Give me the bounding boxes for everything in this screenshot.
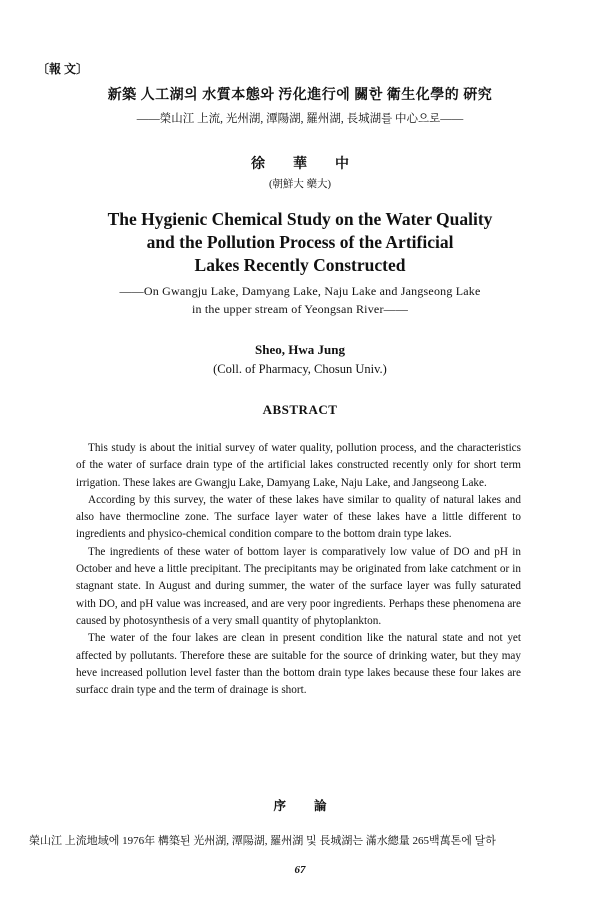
english-title-line: and the Pollution Process of the Artificial (146, 232, 454, 252)
page-number: 67 (294, 864, 306, 876)
english-subtitle-line: in the upper stream of Yeongsan River—— (191, 302, 409, 316)
abstract-paragraph: The water of the four lakes are clean in present condition like the natural state and not yet affected by pollutants. Therefore these are suitable for the source of drinking water, but they may heve increased pollution level faster than the bottom drain type lakes because these four lakes are surfacc drain type and the term of drainage is short. (76, 632, 521, 697)
korean-affiliation: (朝鮮大 藥大) (268, 179, 332, 190)
english-title-line: Lakes Recently Constructed (194, 255, 406, 275)
english-title (0, 208, 600, 277)
introduction-heading: 序論 (273, 799, 355, 813)
english-subtitle-line: ——On Gwangju Lake, Damyang Lake, Naju Lake and Jangseong Lake (119, 284, 481, 298)
korean-title: 新築 人工湖의 水質本態와 汚化進行에 關한 衛生化學的 硏究 (107, 88, 493, 103)
section-tag: 〔報 文〕 (37, 62, 89, 76)
abstract-heading: ABSTRACT (262, 402, 338, 417)
english-title-line: The Hygienic Chemical Study on the Water Quality (107, 209, 493, 229)
abstract-body (76, 440, 521, 699)
abstract-paragraph: According by this survey, the water of these lakes have similar to quality of natural lakes and also have thermocline zone. The surface layer water of these lakes have a little different to ingredients and physico-chemical condition compare to the bottom drain type lakes. (76, 493, 521, 541)
introduction-first-line: 榮山江 上流地域에 1976年 構築된 光州湖, 潭陽湖, 羅州湖 및 長城湖는 滿水總量 265백萬톤에 달하 (29, 835, 496, 847)
english-affiliation: (Coll. of Pharmacy, Chosun Univ.) (213, 362, 387, 376)
abstract-paragraph: The ingredients of these water of bottom layer is comparatively low value of DO and pH in October and heve a little precipitant. The precipitants may be originated from lake catchment or in stagnant state. In August and during summer, the water of the surface layer was fully saturated with DO, and pH value was increased, and are very poor ingredients. Perhaps these phenomena are caused by photosynthesis of a very small quantity of phytoplankton. (76, 545, 521, 627)
korean-author: 徐華中 (251, 157, 377, 172)
english-subtitle (0, 282, 600, 318)
english-author: Sheo, Hwa Jung (255, 342, 345, 357)
abstract-paragraph: This study is about the initial survey of water quality, pollution process, and the characteristics of the water of surface drain type of the artificial lakes constructed recently only for short term irrigation. These lakes are Gwangju Lake, Damyang Lake, Naju Lake, and Jangseong Lake. (76, 442, 521, 489)
korean-subtitle: ——榮山江 上流, 光州湖, 潭陽湖, 羅州湖, 長城湖를 中心으로—— (136, 113, 464, 125)
